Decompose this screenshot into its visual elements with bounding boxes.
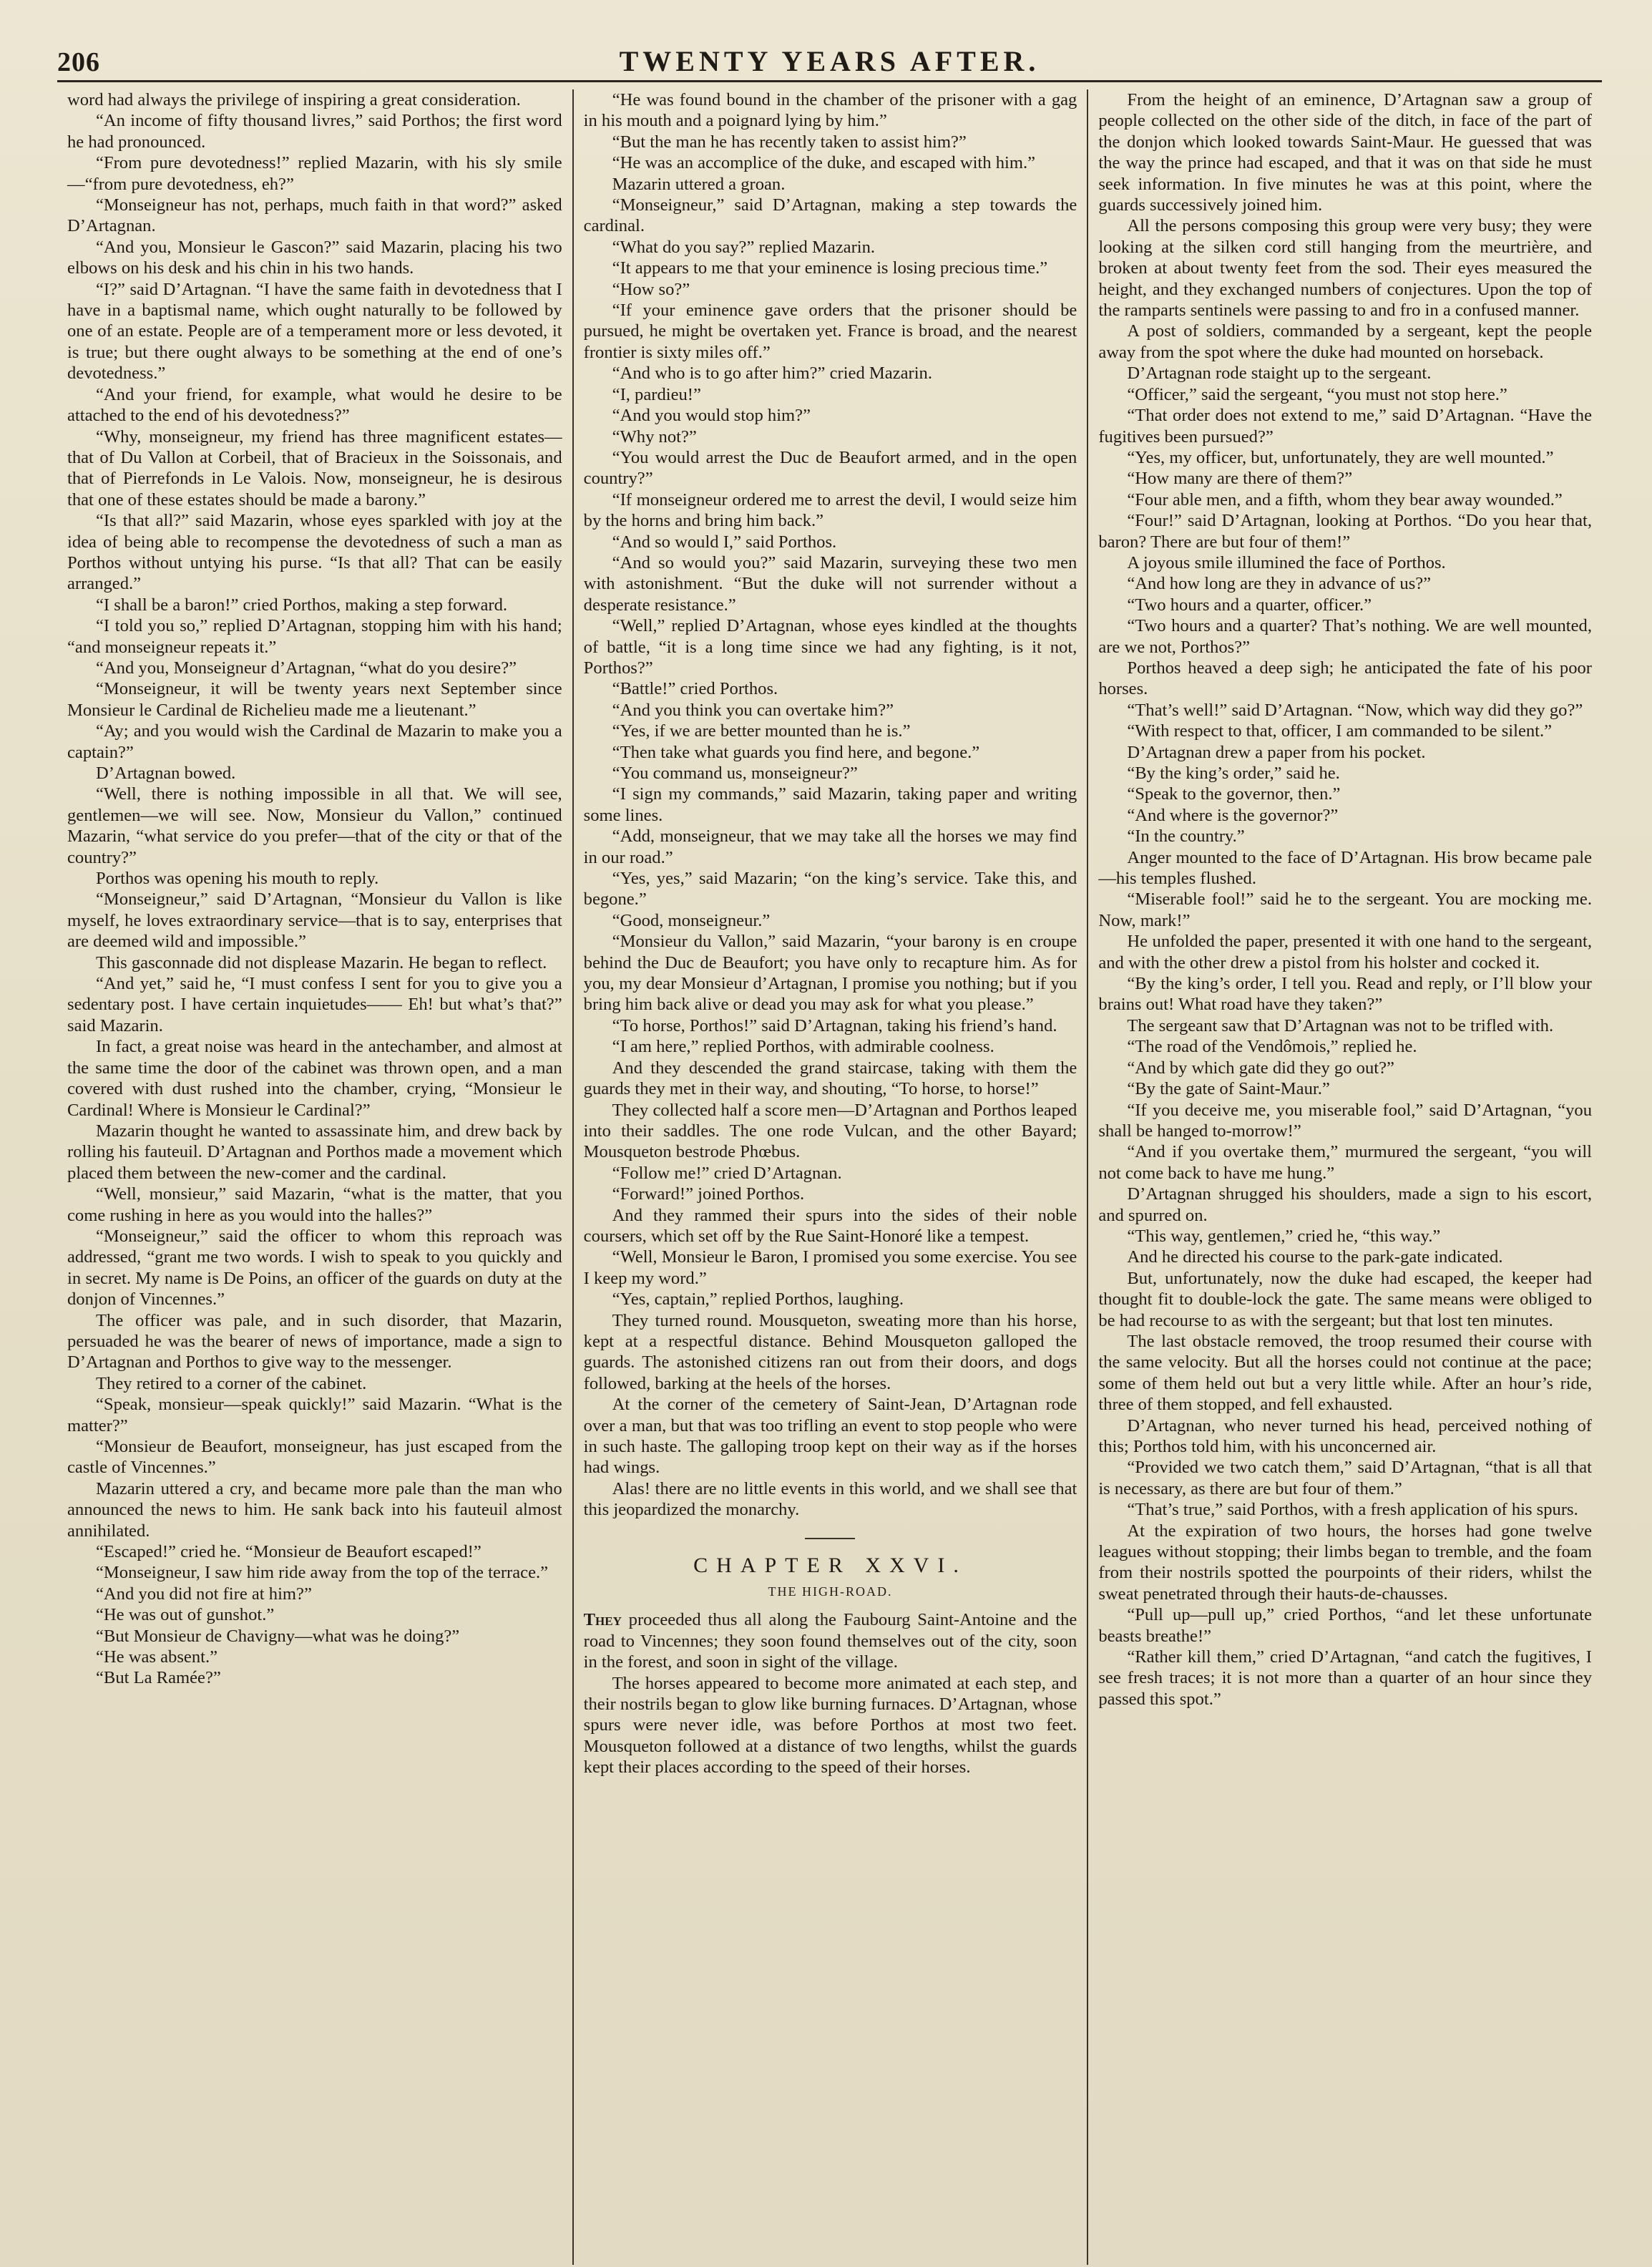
paragraph: The horses appeared to become more animated at each step, and their nostrils began to glow like burning furnaces. D’Artagnan, whose spurs were never idle, was before Porthos at most two feet. Mousqueton followed at a distance of two lengths, whilst the guards kept their places according to the speed of their horses. bbox=[583, 1673, 1077, 1778]
paragraph: “I, pardieu!” bbox=[612, 384, 701, 404]
chapter-title: CHAPTER XXVI. bbox=[693, 1553, 967, 1577]
paragraph: “By the gate of Saint-Maur.” bbox=[1127, 1079, 1330, 1099]
paragraph: “That order does not extend to me,” said D’Artagnan. “Have the fugitives been pursued?” bbox=[1098, 406, 1592, 447]
paragraph: And they descended the grand staircase, taking with them the guards they met in their way, and shouting, “To horse, to horse!” bbox=[583, 1058, 1077, 1099]
paragraph: D’Artagnan drew a paper from his pocket. bbox=[1127, 742, 1426, 762]
paragraph: Porthos was opening his mouth to reply. bbox=[96, 869, 379, 889]
paragraph: Mazarin uttered a cry, and became more pale than the man who announced the news to him. He sank back into his fauteuil almost annihilated. bbox=[67, 1478, 562, 1541]
paragraph: But, unfortunately, now the duke had escaped, the keeper had thought fit to double-lock the gate. The same means were obliged to be had recourse to as with the sergeant; but that lost ten minutes. bbox=[1098, 1268, 1592, 1330]
paragraph: “Ay; and you would wish the Cardinal de Mazarin to make you a captain?” bbox=[67, 721, 562, 762]
paragraph: “In the country.” bbox=[1127, 827, 1245, 847]
paragraph: “And you did not fire at him?” bbox=[96, 1584, 312, 1604]
paragraph: “If your eminence gave orders that the prisoner should be pursued, he might be overtaken yet. France is broad, and the nearest frontier is sixty miles off.” bbox=[583, 301, 1077, 362]
paragraph: “This way, gentlemen,” cried he, “this way.” bbox=[1127, 1226, 1441, 1246]
paragraph: “Monseigneur, it will be twenty years next September since Monsieur le Cardinal de Richelieu made me a lieutenant.” bbox=[67, 679, 562, 720]
paragraph: D’Artagnan, who never turned his head, perceived nothing of this; Porthos told him, with his unconcerned air. bbox=[1098, 1415, 1592, 1456]
paragraph: “Why not?” bbox=[612, 426, 697, 447]
paragraph: “Officer,” said the sergeant, “you must not stop here.” bbox=[1127, 384, 1507, 404]
chapter-opening-text: proceeded thus all along the Faubourg Saint-Antoine and the road to Vincennes; they soon found themselves out of the city, soon in the forest, and soon in sight of the village. bbox=[583, 1610, 1077, 1672]
paragraph: “And if you overtake them,” murmured the sergeant, “you will not come back to have me hung.” bbox=[1098, 1142, 1592, 1183]
column-middle bbox=[572, 89, 1088, 2265]
paragraph: They collected half a score men—D’Artagnan and Porthos leaped into their saddles. The one rode Vulcan, and the other Bayard; Mousqueton bestrode Phœbus. bbox=[583, 1100, 1077, 1162]
paragraph: “Battle!” cried Porthos. bbox=[612, 679, 778, 699]
paragraph: “Good, monseigneur.” bbox=[612, 910, 771, 930]
paragraph: “Monseigneur,” said the officer to whom this reproach was addressed, “grant me two words. I wish to speak to you quickly and in secret. My name is De Poins, an officer of the guards on duty at the donjon of Vincennes.” bbox=[67, 1226, 562, 1310]
paragraph: “And who is to go after him?” cried Mazarin. bbox=[612, 364, 932, 384]
paragraph: “Miserable fool!” said he to the sergeant. You are mocking me. Now, mark!” bbox=[1098, 889, 1592, 930]
paragraph: “Then take what guards you find here, and begone.” bbox=[612, 742, 980, 762]
paragraph: “Speak to the governor, then.” bbox=[1127, 784, 1341, 804]
paragraph: “What do you say?” replied Mazarin. bbox=[612, 237, 876, 257]
paragraph: And he directed his course to the park-gate indicated. bbox=[1127, 1247, 1503, 1267]
paragraph: “Monseigneur,” said D’Artagnan, “Monsieur du Vallon is like myself, he loves extraordinary service—that is to say, enterprises that are deemed wild and impossible.” bbox=[67, 889, 562, 952]
paragraph: “Four!” said D’Artagnan, looking at Porthos. “Do you hear that, baron? There are but four of them!” bbox=[1098, 511, 1592, 552]
paragraph: “I?” said D’Artagnan. “I have the same faith in devotedness that I have in a baptismal name, which ought naturally to be followed by one of an estate. People are of a temperament more or less devoted, it is true; but there ought always to be something at the end of one’s devotedness.” bbox=[67, 279, 562, 384]
paragraph: Mazarin uttered a groan. bbox=[612, 174, 786, 194]
paragraph: “Yes, captain,” replied Porthos, laughing. bbox=[612, 1289, 904, 1310]
paragraph: “Provided we two catch them,” said D’Artagnan, “that is all that is necessary, as there are but four of them.” bbox=[1098, 1458, 1592, 1498]
paragraph: “Well, there is nothing impossible in all that. We will see, gentlemen—we will see. Now, Monsieur du Vallon,” continued Mazarin, “what service do you prefer—that of the city or that of the country?” bbox=[67, 784, 562, 867]
paragraph: “And so would you?” said Mazarin, surveying these two men with astonishment. “But the duke will not surrender without a desperate resistance.” bbox=[583, 552, 1077, 615]
paragraph: “If you deceive me, you miserable fool,” said D’Artagnan, “you shall be hanged to-morrow!” bbox=[1098, 1100, 1592, 1141]
paragraph: All the persons composing this group were very busy; they were looking at the silken cord still hanging from the meurtrière, and broken at about twenty feet from the sod. Their eyes measured the height, and they exchanged numbers of conjectures. Upon the top of the ramparts sentinels were passing to and fro in a confused manner. bbox=[1098, 216, 1592, 321]
paragraph: “That’s true,” said Porthos, with a fresh application of his spurs. bbox=[1127, 1500, 1578, 1520]
paragraph: “The road of the Vendômois,” replied he. bbox=[1127, 1037, 1417, 1057]
paragraph: “Monsieur de Beaufort, monseigneur, has just escaped from the castle of Vincennes.” bbox=[67, 1437, 562, 1478]
paragraph: “And how long are they in advance of us?” bbox=[1127, 574, 1432, 594]
paragraph: In fact, a great noise was heard in the antechamber, and almost at the same time the door of the cabinet was thrown open, and a man covered with dust rushed into the chamber, crying, “Monsieur le Cardinal! Where is Monsieur le Cardinal?” bbox=[67, 1037, 562, 1120]
paragraph: “Forward!” joined Porthos. bbox=[612, 1184, 805, 1204]
paragraph: Porthos heaved a deep sigh; he anticipated the fate of his poor horses. bbox=[1098, 658, 1592, 699]
paragraph: “But the man he has recently taken to assist him?” bbox=[612, 132, 967, 152]
paragraph: Mazarin thought he wanted to assassinate him, and drew back by rolling his fauteuil. D’Artagnan and Porthos made a movement which placed them between the new-comer and the cardinal. bbox=[67, 1121, 562, 1183]
page-header bbox=[57, 44, 1602, 82]
text-columns bbox=[57, 89, 1602, 2265]
paragraph: The officer was pale, and in such disorder, that Mazarin, persuaded he was the bearer of news of importance, made a sign to D’Artagnan and Porthos to give way to the messenger. bbox=[67, 1310, 562, 1373]
paragraph: “And so would I,” said Porthos. bbox=[612, 532, 837, 552]
paragraph: This gasconnade did not displease Mazarin. He began to reflect. bbox=[96, 952, 547, 972]
paragraph: “Two hours and a quarter? That’s nothing. We are well mounted, are we not, Porthos?” bbox=[1098, 616, 1592, 657]
chapter-first-word: They bbox=[583, 1610, 622, 1630]
chapter-opening-paragraph bbox=[584, 1609, 1077, 1672]
paragraph: “And you think you can overtake him?” bbox=[612, 700, 894, 720]
paragraph: Alas! there are no little events in this world, and we shall see that this jeopardized the monarchy. bbox=[583, 1478, 1077, 1520]
paragraph: “Follow me!” cried D’Artagnan. bbox=[612, 1163, 842, 1183]
paragraph: “How so?” bbox=[612, 279, 690, 299]
paragraph: “To horse, Porthos!” said D’Artagnan, taking his friend’s hand. bbox=[612, 1015, 1057, 1035]
paragraph: At the corner of the cemetery of Saint-Jean, D’Artagnan rode over a man, but that was too trifling an event to stop people who were in such haste. The galloping troop kept on their way as if the horses had wings. bbox=[583, 1395, 1077, 1478]
chapter-divider bbox=[805, 1538, 855, 1539]
paragraph: “He was found bound in the chamber of the prisoner with a gag in his mouth and a poignard lying by him.” bbox=[583, 90, 1077, 131]
paragraph: D’Artagnan shrugged his shoulders, made a sign to his escort, and spurred on. bbox=[1098, 1184, 1592, 1225]
paragraph: “Yes, if we are better mounted than he is.” bbox=[612, 721, 911, 741]
paragraph: “Monsieur du Vallon,” said Mazarin, “your barony is en croupe behind the Duc de Beaufort; you have only to recapture him. As for you, my dear Monsieur d’Artagnan, I promise you nothing; but if you bring him back alive or dead you may ask for what you please.” bbox=[583, 932, 1077, 1015]
paragraph: “Four able men, and a fifth, whom they bear away wounded.” bbox=[1127, 489, 1563, 510]
column-right bbox=[1087, 89, 1602, 2265]
paragraph: And they rammed their spurs into the sides of their noble coursers, which set off by the Rue Saint-Honoré like a tempest. bbox=[583, 1205, 1077, 1246]
chapter-subtitle: THE HIGH-ROAD. bbox=[768, 1584, 893, 1599]
paragraph: “I told you so,” replied D’Artagnan, stopping him with his hand; “and monseigneur repeats it.” bbox=[67, 616, 562, 657]
paragraph: Anger mounted to the face of D’Artagnan. His brow became pale—his temples flushed. bbox=[1098, 847, 1592, 889]
paragraph: He unfolded the paper, presented it with one hand to the sergeant, and with the other drew a pistol from his holster and cocked it. bbox=[1098, 932, 1592, 972]
paragraph: “How many are there of them?” bbox=[1127, 469, 1353, 489]
paragraph: “I sign my commands,” said Mazarin, taking paper and writing some lines. bbox=[583, 784, 1077, 825]
paragraph: “And by which gate did they go out?” bbox=[1127, 1058, 1394, 1078]
paragraph: The sergeant saw that D’Artagnan was not to be trifled with. bbox=[1127, 1015, 1554, 1035]
paragraph: “By the king’s order, I tell you. Read and reply, or I’ll blow your brains out! What road have they taken?” bbox=[1098, 974, 1592, 1015]
paragraph: “Speak, monsieur—speak quickly!” said Mazarin. “What is the matter?” bbox=[67, 1395, 562, 1435]
paragraph: “And where is the governor?” bbox=[1127, 805, 1339, 825]
paragraph: “Well, Monsieur le Baron, I promised you some exercise. You see I keep my word.” bbox=[583, 1247, 1077, 1288]
paragraph: “And your friend, for example, what would he desire to be attached to the end of his devotedness?” bbox=[67, 384, 562, 426]
paragraph: “It appears to me that your eminence is losing precious time.” bbox=[612, 258, 1048, 278]
page-number: 206 bbox=[57, 47, 100, 77]
paragraph: “You command us, monseigneur?” bbox=[612, 764, 858, 783]
paragraph: A joyous smile illumined the face of Porthos. bbox=[1127, 552, 1446, 572]
paragraph: “Monseigneur, I saw him ride away from the top of the terrace.” bbox=[96, 1563, 549, 1583]
paragraph: “Well,” replied D’Artagnan, whose eyes kindled at the thoughts of battle, “it is a long time since we had any fighting, is it not, Porthos?” bbox=[583, 616, 1077, 678]
paragraph: “Is that all?” said Mazarin, whose eyes sparkled with joy at the idea of being able to recompense the devotedness of such a man as Porthos without untying his purse. “Is that all? That can be easily arranged.” bbox=[67, 511, 562, 594]
paragraph: They turned round. Mousqueton, sweating more than his horse, kept at a respectful distance. Behind Mousqueton galloped the guards. The astonished citizens ran out from their doors, and dogs followed, barking at the heels of the horses. bbox=[583, 1310, 1077, 1393]
paragraph: D’Artagnan bowed. bbox=[96, 764, 236, 783]
paragraph: “But Monsieur de Chavigny—what was he doing?” bbox=[96, 1626, 460, 1646]
paragraph: “Yes, my officer, but, unfortunately, they are well mounted.” bbox=[1127, 447, 1554, 467]
paragraph: From the height of an eminence, D’Artagnan saw a group of people collected on the other side of the ditch, in face of the part of the donjon which looked towards Saint-Maur. He guessed that was the way the prince had escaped, and that it was on that side he must seek information. In five minutes he was at this point, where the guards successively joined him. bbox=[1098, 90, 1592, 215]
paragraph: “He was an accomplice of the duke, and escaped with him.” bbox=[612, 153, 1036, 173]
paragraph: A post of soldiers, commanded by a sergeant, kept the people away from the spot where the duke had mounted on horseback. bbox=[1098, 321, 1592, 362]
paragraph: “And yet,” said he, “I must confess I sent for you to give you a sedentary post. I have certain inquietudes—— Eh! but what’s that?” said Mazarin. bbox=[67, 974, 562, 1035]
paragraph: The last obstacle removed, the troop resumed their course with the same velocity. But all the horses could not continue at the pace; some of them held out but a very little while. After an hour’s ride, three of them stopped, and fell exhausted. bbox=[1098, 1331, 1592, 1415]
paragraph: word had always the privilege of inspiring a great consideration. bbox=[67, 90, 521, 109]
paragraph: “With respect to that, officer, I am commanded to be silent.” bbox=[1127, 721, 1553, 741]
paragraph: “I am here,” replied Porthos, with admirable coolness. bbox=[612, 1037, 994, 1057]
paragraph: At the expiration of two hours, the horses had gone twelve leagues without stopping; their limbs began to tremble, and the foam from their nostrils spotted the pourpoints of their riders, whilst the sweat penetrated through their hauts-de-chausses. bbox=[1098, 1521, 1592, 1604]
paragraph: “Add, monseigneur, that we may take all the horses we may find in our road.” bbox=[583, 827, 1077, 867]
paragraph: “Two hours and a quarter, officer.” bbox=[1127, 595, 1372, 615]
paragraph: “Well, monsieur,” said Mazarin, “what is the matter, that you come rushing in here as you would into the halles?” bbox=[67, 1184, 562, 1225]
paragraph: “You would arrest the Duc de Beaufort armed, and in the open country?” bbox=[583, 447, 1077, 489]
column-left bbox=[57, 89, 572, 2265]
paragraph: “And you, Monsieur le Gascon?” said Mazarin, placing his two elbows on his desk and his chin in his two hands. bbox=[67, 237, 562, 278]
paragraph: “Escaped!” cried he. “Monsieur de Beaufort escaped!” bbox=[96, 1542, 482, 1562]
paragraph: “Yes, yes,” said Mazarin; “on the king’s service. Take this, and begone.” bbox=[583, 869, 1077, 910]
paragraph: “I shall be a baron!” cried Porthos, making a step forward. bbox=[96, 595, 508, 615]
paragraph: “And you, Monseigneur d’Artagnan, “what do you desire?” bbox=[96, 658, 517, 678]
paragraph: “If monseigneur ordered me to arrest the devil, I would seize him by the horns and bring him back.” bbox=[583, 489, 1077, 531]
paragraph: “But La Ramée?” bbox=[96, 1668, 221, 1688]
paragraph: D’Artagnan rode staight up to the sergeant. bbox=[1127, 364, 1432, 384]
paragraph: “And you would stop him?” bbox=[612, 406, 811, 426]
paragraph: “From pure devotedness!” replied Mazarin, with his sly smile—“from pure devotedness, eh?” bbox=[67, 153, 562, 194]
paragraph: “He was out of gunshot.” bbox=[96, 1605, 275, 1625]
paragraph: “Pull up—pull up,” cried Porthos, “and let these unfortunate beasts breathe!” bbox=[1098, 1605, 1592, 1646]
paragraph: “Why, monseigneur, my friend has three magnificent estates—that of Du Vallon at Corbeil, that of Bracieux in the Soissonais, and that of Pierrefonds in Le Valois. Now, monseigneur, he is desirous that one of these estates should be made a barony.” bbox=[67, 426, 562, 510]
paragraph: “He was absent.” bbox=[96, 1647, 218, 1667]
running-title: TWENTY YEARS AFTER. bbox=[619, 45, 1040, 77]
paragraph: “Rather kill them,” cried D’Artagnan, “and catch the fugitives, I see fresh traces; it is not more than a quarter of an hour since they passed this spot.” bbox=[1098, 1647, 1592, 1709]
paragraph: “By the king’s order,” said he. bbox=[1127, 764, 1340, 783]
paragraph: “Monseigneur,” said D’Artagnan, making a step towards the cardinal. bbox=[583, 195, 1077, 236]
paragraph: “Monseigneur has not, perhaps, much faith in that word?” asked D’Artagnan. bbox=[67, 195, 562, 236]
paragraph: “That’s well!” said D’Artagnan. “Now, which way did they go?” bbox=[1127, 700, 1583, 720]
paragraph: They retired to a corner of the cabinet. bbox=[96, 1373, 367, 1393]
paragraph: “An income of fifty thousand livres,” said Porthos; the first word he had pronounced. bbox=[67, 111, 562, 152]
